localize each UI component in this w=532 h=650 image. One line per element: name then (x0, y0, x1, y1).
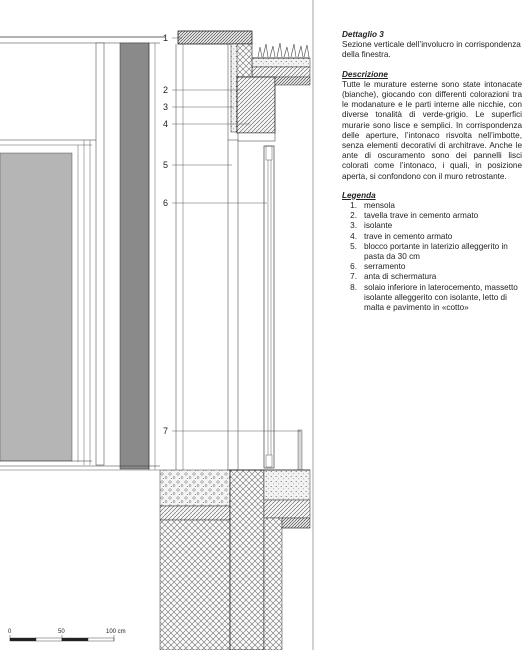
callout-7: 7 (163, 426, 169, 436)
section-bottom (160, 470, 310, 650)
legend-list (342, 201, 522, 313)
description-text: Tutte le murature esterne sono state intonacate (bianche), giocando con differenti colorazioni tra le modanature e le parti interne alle nicchie, con diverse tonalità di verde-grigio. Le superfici murarie sono lisce e semplici. In corrispondenza delle aperture, l’intonaco risvolta nell’imbotte, senza elementi decorativi di architrave. Anche le ante di oscuramento sono dei pannelli lisci colorati come l’intonaco, i quali, in posizione aperta, si confondono con il muro retrostante. (342, 79, 522, 181)
callout-3: 3 (163, 102, 169, 112)
scale-tick-50: 50 (58, 629, 65, 635)
legend-item: 6. serramento (350, 262, 406, 272)
legend-item: 4. trave in cemento armato (350, 231, 453, 241)
legend-item: 1. mensola (350, 201, 395, 211)
legend-item: 8. solaio inferiore in laterocemento, massetto isolante alleggerito con isolante, letto di malta e pavimento in «cotto» (350, 282, 518, 313)
callout-2: 2 (163, 85, 169, 95)
callout-4: 4 (163, 119, 169, 129)
legend-item: 7. anta di schermatura (350, 272, 437, 282)
detail-subtitle: Sezione verticale dell’involucro in corrispondenza della finestra. (342, 40, 521, 60)
scale-tick-0: 0 (8, 629, 12, 635)
scale-bar (8, 629, 126, 641)
detail-title: Dettaglio 3 (342, 30, 384, 39)
section-top (176, 31, 310, 470)
legend-item: 5. blocco portante in laterizio alleggerito in pasta da 30 cm (350, 241, 508, 262)
callout-1: 1 (163, 33, 169, 43)
description-heading: Descrizione (342, 69, 388, 79)
legend-heading: Legenda (342, 190, 376, 200)
section-wall (228, 133, 302, 470)
text-panel (342, 30, 522, 313)
legend-item: 3. isolante (350, 221, 393, 231)
callout-5: 5 (163, 160, 169, 170)
callout-6: 6 (163, 198, 169, 208)
scale-tick-100: 100 cm (106, 629, 126, 635)
elevation-left (0, 37, 165, 470)
legend-item: 2. tavella trave in cemento armato (350, 211, 479, 221)
